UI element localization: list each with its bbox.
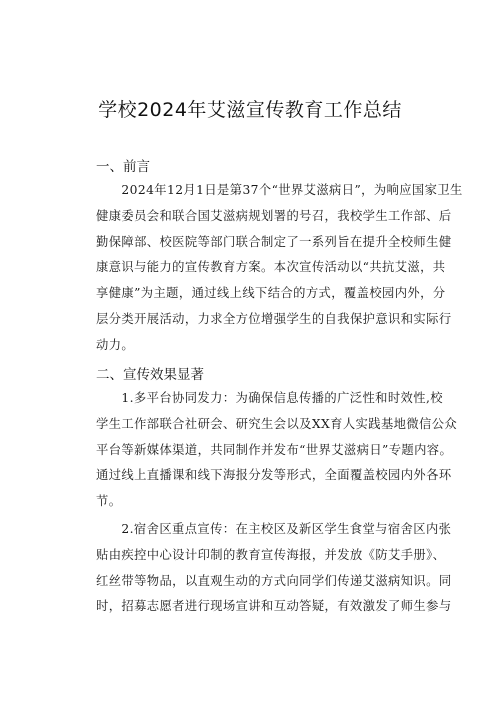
document-title: 学校2024年艾滋宣传教育工作总结 bbox=[98, 99, 402, 121]
paragraph-line: 享健康”为主题，通过线上线下结合的方式，覆盖校园内外，分 bbox=[96, 286, 446, 301]
paragraph-line: 层分类开展活动，力求全方位增强学生的自我保护意识和实际行 bbox=[96, 311, 452, 326]
paragraph-line: 1.多平台协同发力：为确保信息传播的广泛性和时效性,校 bbox=[96, 391, 443, 405]
paragraph-line: 2024年12月1日是第37个“世界艾滋病日”，为响应国家卫生 bbox=[96, 183, 463, 197]
paragraph-preface bbox=[96, 178, 463, 359]
paragraph-multi-platform bbox=[96, 386, 458, 515]
paragraph-line: 平台等新媒体渠道，共同制作并发布“世界艾滋病日”专题内容。 bbox=[96, 442, 453, 457]
section-heading-results: 二、宣传效果显著 bbox=[96, 367, 204, 383]
paragraph-line: 健康委员会和联合国艾滋病规划署的号召，我校学生工作部、后 bbox=[96, 208, 452, 223]
paragraph-line: 红丝带等物品，以直观生动的方式向同学们传递艾滋病知识。同 bbox=[96, 573, 452, 588]
paragraph-line: 勤保障部、校医院等部门联合制定了一系列旨在提升全校师生健 bbox=[96, 234, 452, 249]
paragraph-line: 2.宿舍区重点宣传：在主校区及新区学生食堂与宿舍区内张 bbox=[96, 522, 452, 536]
paragraph-line: 时，招募志愿者进行现场宣讲和互动答疑，有效激发了师生参与 bbox=[96, 599, 452, 614]
section-heading-preface: 一、前言 bbox=[96, 159, 150, 175]
paragraph-line: 通过线上直播课和线下海报分发等形式，全面覆盖校园内外各环 bbox=[96, 468, 452, 483]
paragraph-line: 贴由疾控中心设计印制的教育宣传海报，并发放《防艾手册》、 bbox=[96, 547, 446, 562]
paragraph-line: 动力。 bbox=[96, 337, 135, 352]
paragraph-line: 学生工作部联合社研会、研究生会以及XX育人实践基地微信公众 bbox=[96, 416, 458, 431]
paragraph-line: 康意识与能力的宣传教育方案。本次宣传活动以“共抗艾滋，共 bbox=[96, 260, 446, 275]
paragraph-line: 节。 bbox=[96, 494, 122, 509]
paragraph-dormitory bbox=[96, 517, 452, 620]
